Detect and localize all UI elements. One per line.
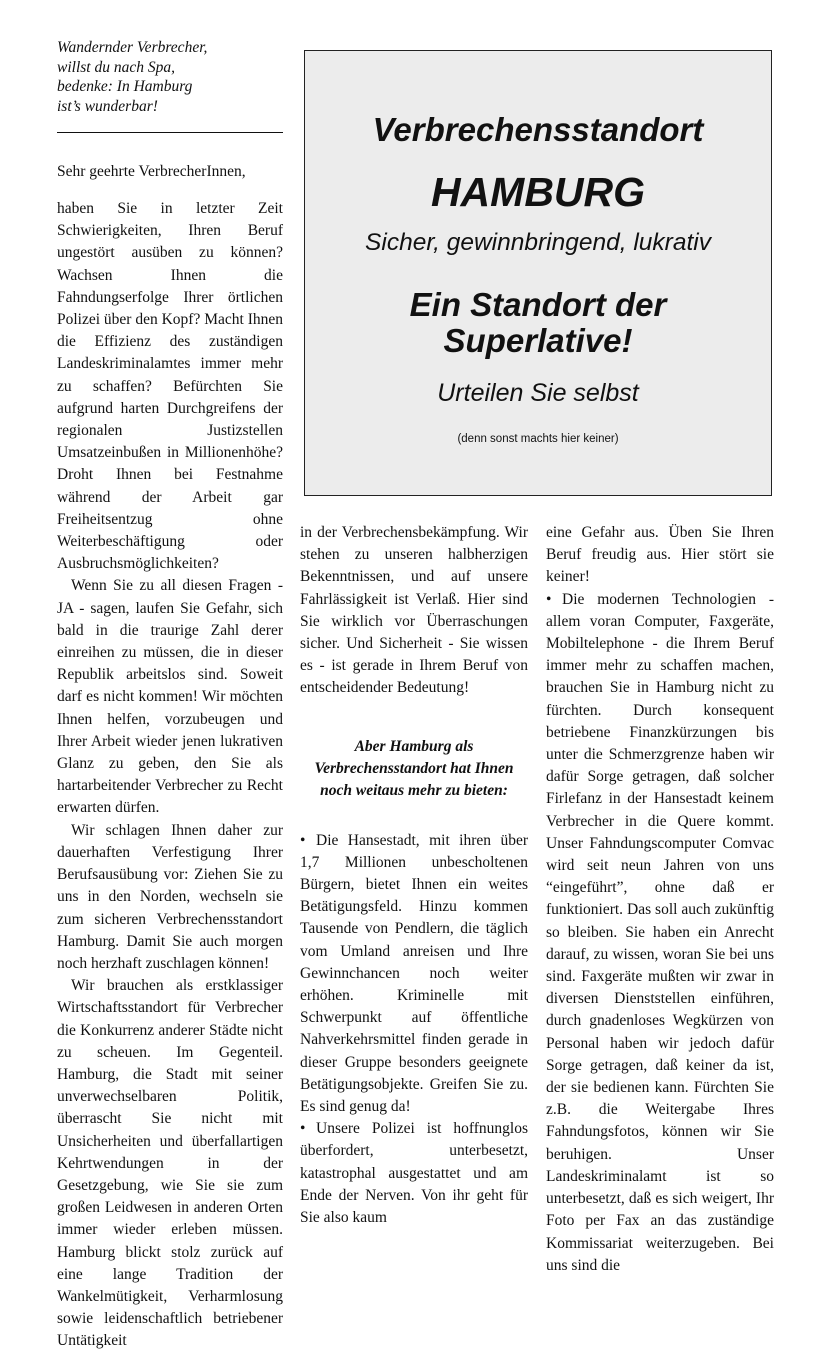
column-1 xyxy=(57,198,283,1353)
bullet-text: Die Hansestadt, mit ihren über 1,7 Millionen unbescholtenen Bürgern, bietet Ihnen ein weites Betätigungsfeld. Hinzu kommen Tausende von Pendlern, die täglich vom Umland anreisen und Ihre Gewinnchancen noch weiter erhöhen. Kriminelle mit Schwerpunkt auf öffentliche Nahverkehrsmittel finden gerade in dieser Gruppe besonders geeignete Betätigungsobjekte. Greifen Sie zu. Es sind genug da! xyxy=(300,831,528,1116)
column-3 xyxy=(546,522,774,1277)
box-aside: (denn sonst machts hier keiner) xyxy=(457,433,619,445)
box-subtitle: Sicher, gewinnbringend, lukrativ xyxy=(365,229,711,256)
bullet-item xyxy=(300,830,528,1119)
motto-verse xyxy=(57,38,287,116)
bullet-dot: • xyxy=(546,590,552,608)
box-tagline: Urteilen Sie selbst xyxy=(437,379,639,407)
bullet-dot: • xyxy=(300,1120,306,1138)
paragraph: Wir schlagen Ihnen daher zur dauerhaften Verfestigung Ihrer Berufsausübung vor: Ziehen Sie zu uns in den Norden, wechseln sie zum sicheren Verbrechensstandort Hamburg. Damit Sie auch morgen noch herzhaft zuschlagen können! xyxy=(57,821,283,972)
box-headline xyxy=(305,287,771,359)
bullet-dot: • xyxy=(300,831,306,849)
bullet-item xyxy=(300,1118,528,1229)
headline-box xyxy=(304,50,772,496)
bullet-text: Unsere Polizei ist hoffnunglos überfordert, unterbesetzt, katastrophal ausgestattet und am Ende der Nerven. Von ihr geht für Sie also kaum xyxy=(300,1120,528,1227)
motto-line: ist’s wunderbar! xyxy=(57,97,158,115)
paragraph: in der Verbrechensbekämpfung. Wir stehen zu unseren halbherzigen Bekenntnissen, und auf unsere Fahrlässigkeit ist Verlaß. Hier sind Sie wirklich vor Überraschungen sicher. Und Sicherheit - Sie wissen es - ist gerade in Ihrem Beruf von entscheidender Bedeutung! xyxy=(300,524,528,697)
box-headline-line: Superlative! xyxy=(443,322,633,359)
motto-line: Wandernder Verbrecher, xyxy=(57,39,208,56)
box-headline-line: Ein Standort der xyxy=(409,286,667,323)
column-2 xyxy=(300,522,528,1229)
paragraph: haben Sie in letzter Zeit Schwierigkeiten, Ihren Beruf ungestört ausüben zu können? Wachsen Ihnen die Fahndungserfolge Ihrer örtlichen Polizei über den Kopf? Macht Ihnen die Effizienz des zuständigen Landeskriminalamtes immer mehr zu schaffen? Befürchten Sie aufgrund harten Durchgreifens der regionalen Justizstellen Umsatzeinbußen in Millionenhöhe? Droht Ihnen bei Festnahme während der Arbeit gar Freiheitsentzug ohne Weiterbeschäftigung oder Ausbruchsmöglichkeiten? xyxy=(57,200,283,573)
motto-line: willst du nach Spa, xyxy=(57,58,175,76)
salutation: Sehr geehrte VerbrecherInnen, xyxy=(57,163,246,180)
paragraph: Wenn Sie zu all diesen Fragen - JA - sagen, laufen Sie Gefahr, sich bald in die traurige Zahl derer einreihen zu müssen, die in dieser Republik arbeitslos sind. Soweit darf es nicht kommen! Wir möchten Ihnen helfen, vorzubeugen und Ihrer Arbeit wieder jenen lukrativen Glanz zu geben, den Sie als hartarbeitender Verbrecher zu Recht erwarten dürfen. xyxy=(57,577,283,817)
divider-rule xyxy=(57,132,283,133)
paragraph: Wir brauchen als erstklassiger Wirtschaftsstandort für Verbrecher die Konkurrenz anderer Städte nicht zu scheuen. Im Gegenteil. Hamburg, die Stadt mit seiner unverwechselbaren Politik, überrascht Sie nicht mit Unsicherheiten und überfallartigen Kehrtwendungen in der Gesetzgebung, wie Sie sie zum großen Leidwesen in anderen Orten immer wieder erleben müssen. Hamburg blickt stolz zurück auf eine lange Tradition der Wankelmütigkeit, Verharmlosung sowie leidenschaftlich betriebener Untätigkeit xyxy=(57,977,283,1350)
motto-line: bedenke: In Hamburg xyxy=(57,78,193,95)
section-subheading: Aber Hamburg als Verbrechensstandort hat Ihnen noch weitaus mehr zu bieten: xyxy=(314,737,514,799)
bullet-text: Die modernen Technologien - allem voran Computer, Faxgeräte, Mobiltelephone - die Ihrem Beruf immer mehr zu schaffen machen, brauchen Sie in Hamburg nicht zu fürchten. Durch konsequent betriebene Finanzkürzungen bis unter die Schmerzgrenze haben wir dafür Sorge getragen, daß solcher Firlefanz in der Hansestadt keinem Verbrecher in die Quere kommt. Unser Fahndungscomputer Comvac wird seit neun Jahren von uns “eingeführt”, ohne daß er funktioniert. Das soll auch zukünftig so bleiben. Sie haben ein Anrecht darauf, zu wissen, woran Sie bei uns sind. Faxgeräte mußten wir zwar in diversen Dienststellen einführen, durch gnadenloses Wegkürzen von Personal haben wir jedoch dafür Sorge getragen, daß keiner da ist, der sie bedienen kann. Fürchten Sie z.B. die Weitergabe Ihres Fahndungsfotos, können wir Sie beruhigen. Unser Landeskriminalamt ist so unterbesetzt, daß es sich weigert, Ihr Foto per Fax an das zuständige Kommissariat weiterzugeben. Bei uns sind die xyxy=(546,590,774,1274)
box-city: HAMBURG xyxy=(430,169,646,215)
paragraph: eine Gefahr aus. Üben Sie Ihren Beruf freudig aus. Hier stört sie keiner! xyxy=(546,524,774,586)
bullet-item xyxy=(546,589,774,1277)
box-title: Verbrechensstandort xyxy=(372,111,704,148)
